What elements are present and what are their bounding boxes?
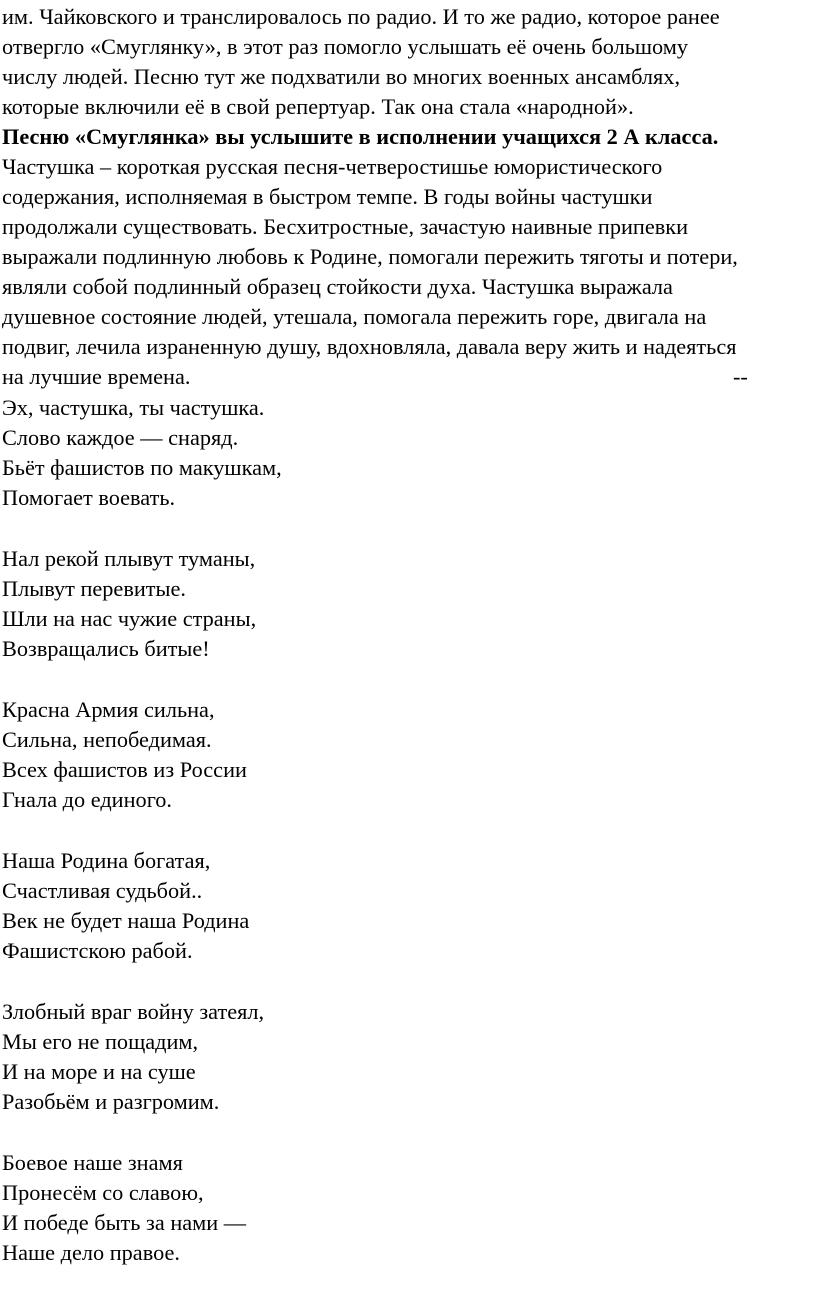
verse-line: Сильна, непобедимая. (2, 727, 212, 752)
verse-line: Помогает воевать. (2, 485, 176, 510)
intro-line: им. Чайковского и транслировалось по радио. И то же радио, которое ранее (2, 4, 720, 29)
verse-line: Слово каждое — снаряд. (2, 425, 239, 450)
intro-line: которые включили её в свой репертуар. Так она стала «народной». (2, 94, 634, 119)
verse-line: Боевое наше знамя (2, 1150, 183, 1175)
chastushka-line: Частушка – короткая русская песня-четверостишье юмористического (2, 154, 663, 179)
verse-line: И на море и на суше (2, 1059, 196, 1084)
verse-line: Гнала до единого. (2, 787, 173, 812)
verse-line: Пронесём со славою, (2, 1180, 204, 1205)
verse-line: Наше дело правое. (2, 1240, 180, 1265)
verse-line: Эх, частушка, ты частушка. (2, 395, 265, 420)
verse-line: Нал рекой плывут туманы, (2, 546, 256, 571)
verse-line: Шли на нас чужие страны, (2, 606, 257, 631)
chastushka-line: являли собой подлинный образец стойкости духа. Частушка выражала (2, 274, 673, 299)
verse-line: Возвращались битые! (2, 636, 210, 661)
verse-line: Фашистскою рабой. (2, 938, 193, 963)
verse-line: И победе быть за нами — (2, 1210, 247, 1235)
chastushka-line: подвиг, лечила израненную душу, вдохновляла, давала веру жить и надеяться (2, 334, 737, 359)
verse-line: Бьёт фашистов по макушкам, (2, 455, 282, 480)
chastushka-line: продолжали существовать. Бесхитростные, зачастую наивные припевки (2, 214, 689, 239)
song-announcement: Песню «Смуглянка» вы услышите в исполнении учащихся 2 А класса. (2, 124, 719, 149)
verse-line: Счастливая судьбой.. (2, 878, 203, 903)
verse-line: Мы его не пощадим, (2, 1029, 199, 1054)
verse-line: Наша Родина богатая, (2, 848, 211, 873)
verse-line: Плывут перевитые. (2, 576, 186, 601)
chastushka-line: выражали подлинную любовь к Родине, помогали пережить тяготы и потери, (2, 244, 738, 269)
intro-line: отвергло «Смуглянку», в этот раз помогло услышать её очень большому (2, 34, 689, 59)
verse-line: Век не будет наша Родина (2, 908, 250, 933)
intro-line: числу людей. Песню тут же подхватили во многих военных ансамблях, (2, 64, 681, 89)
verse-line: Красна Армия сильна, (2, 697, 215, 722)
trailing-dashes: -- (733, 364, 748, 389)
verse-line: Разобьём и разгромим. (2, 1089, 220, 1114)
verse-line: Злобный враг войну затеял, (2, 999, 265, 1024)
chastushka-line: содержания, исполняемая в быстром темпе. В годы войны частушки (2, 184, 653, 209)
verse-line: Всех фашистов из России (2, 757, 247, 782)
chastushka-line: душевное состояние людей, утешала, помогала пережить горе, двигала на (2, 304, 707, 329)
chastushka-line: на лучшие времена. (2, 364, 191, 389)
